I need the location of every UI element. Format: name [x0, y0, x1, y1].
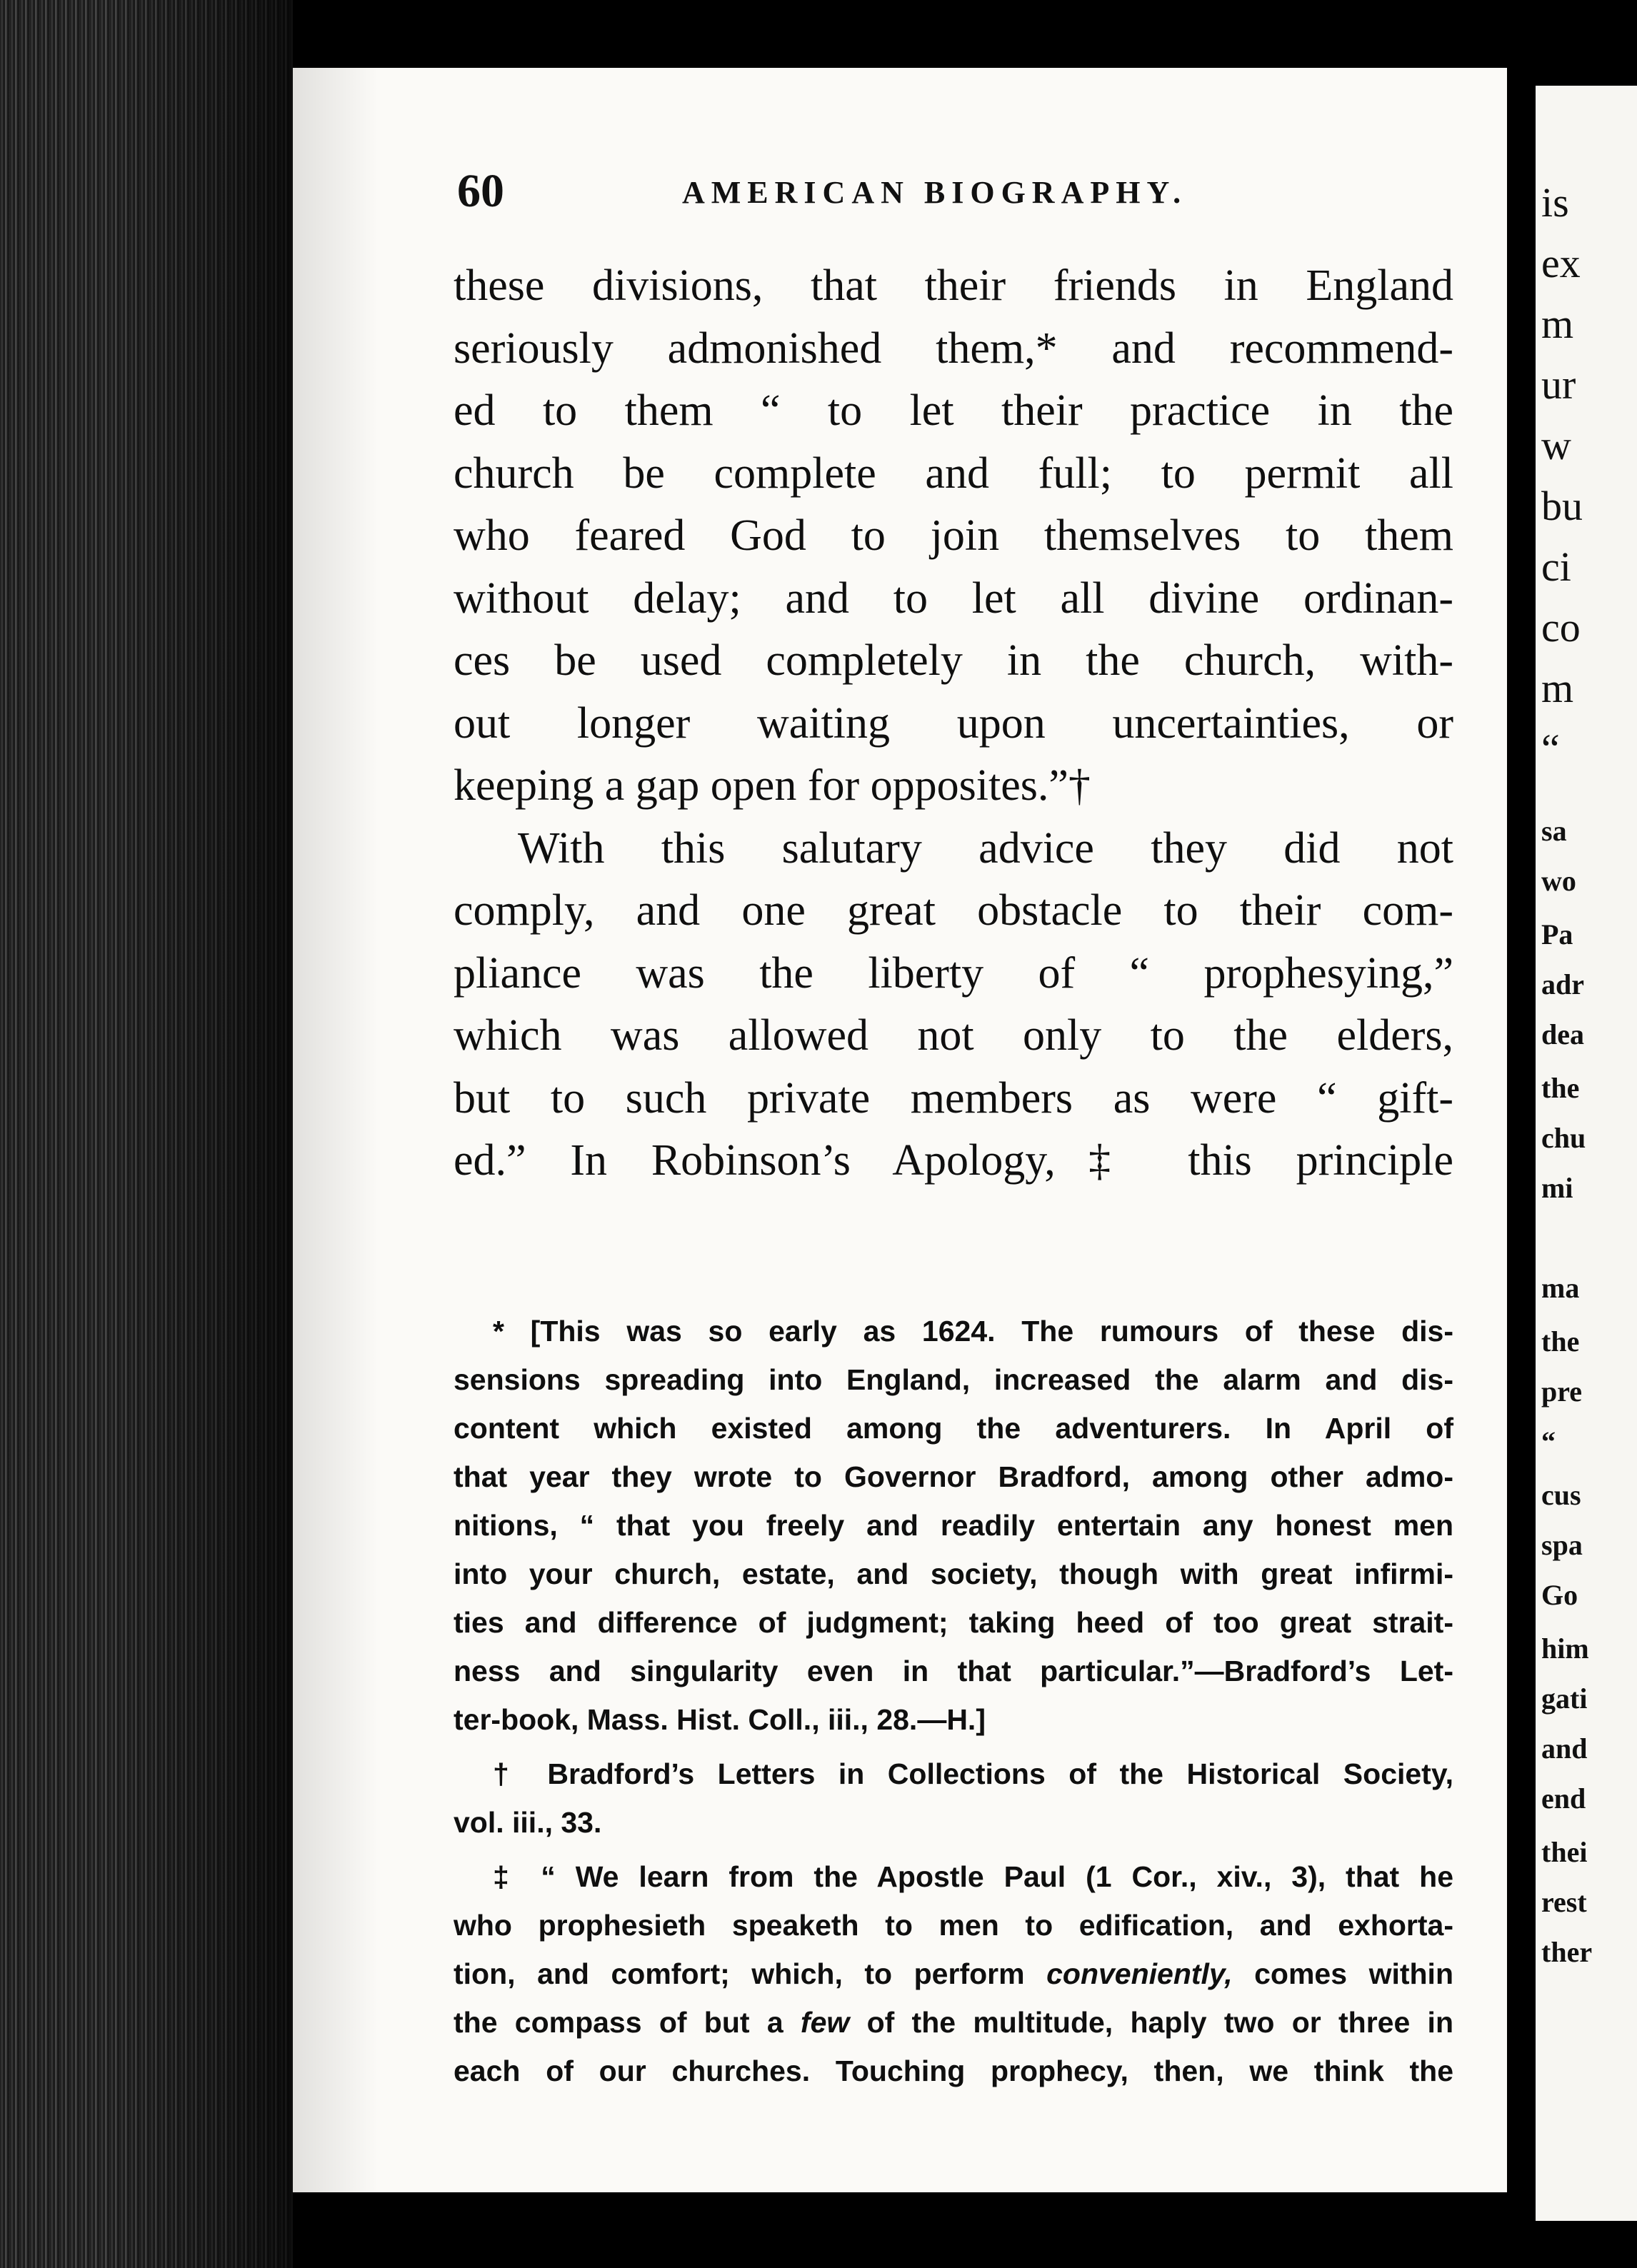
- body-line: pliance was the liberty of “ prophesying,”: [454, 948, 1453, 998]
- footnote-line: [454, 1950, 1453, 1998]
- footnote-line: ties and difference of judgment; taking heed of too great strait-: [454, 1606, 1453, 1639]
- body-line: church be complete and full; to permit all: [454, 448, 1453, 498]
- body-line: which was allowed not only to the elders,: [454, 1011, 1453, 1060]
- facing-page-fragment: “: [1541, 726, 1560, 772]
- body-line: without delay; and to let all divine ordinan-: [454, 573, 1453, 623]
- body-line: ed to them “ to let their practice in the: [454, 386, 1453, 435]
- facing-page-fragment: end: [1541, 1782, 1586, 1815]
- footnote-line: vol. iii., 33.: [454, 1806, 602, 1839]
- facing-page-fragment: mi: [1541, 1172, 1573, 1204]
- body-line: these divisions, that their friends in England: [454, 261, 1453, 310]
- footnote-text: comes within: [1232, 1957, 1453, 1990]
- facing-page-fragment: rest: [1541, 1886, 1587, 1918]
- running-title: AMERICAN BIOGRAPHY.: [682, 175, 1188, 210]
- spine-shadow: [107, 0, 293, 2268]
- footnote-text: the compass of but a: [454, 2006, 801, 2039]
- facing-page-fragment: and: [1541, 1732, 1588, 1765]
- facing-page-fragment: spa: [1541, 1529, 1583, 1561]
- footnote-line: † Bradford’s Letters in Collections of the Historical Society,: [493, 1757, 1453, 1790]
- footnote-line: ness and singularity even in that particular.”—Bradford’s Let-: [454, 1655, 1453, 1687]
- body-line: seriously admonished them,* and recommend-: [454, 323, 1453, 373]
- footnote-line: nitions, “ that you freely and readily entertain any honest men: [454, 1509, 1453, 1542]
- footnote-italic-text: conveniently,: [1046, 1957, 1233, 1990]
- body-line: ces be used completely in the church, with-: [454, 636, 1453, 685]
- book-page: [293, 68, 1507, 2192]
- footnote-line: that year they wrote to Governor Bradford, among other admo-: [454, 1460, 1453, 1493]
- footnote-text: of the multitude, haply two or three in: [849, 2006, 1453, 2039]
- facing-page-fragment: bu: [1541, 483, 1583, 529]
- body-line: who feared God to join themselves to them: [454, 511, 1453, 560]
- facing-page-fragment: co: [1541, 604, 1581, 651]
- footnote-line: [454, 1998, 1453, 2047]
- footnote-line: sensions spreading into England, increased the alarm and dis-: [454, 1363, 1453, 1396]
- facing-page-fragment: dea: [1541, 1018, 1584, 1050]
- facing-page-fragment: the: [1541, 1072, 1580, 1104]
- facing-page-fragment: sa: [1541, 815, 1567, 847]
- running-head: [454, 164, 1453, 229]
- facing-page-fragment: m: [1541, 301, 1574, 347]
- facing-page-edge: [1536, 86, 1637, 2221]
- facing-page-fragment: thei: [1541, 1836, 1588, 1868]
- body-line: out longer waiting upon uncertainties, or: [454, 698, 1453, 748]
- facing-page-fragment: gati: [1541, 1682, 1588, 1715]
- facing-page-fragment: is: [1541, 179, 1569, 226]
- facing-page-fragment: Go: [1541, 1579, 1578, 1611]
- facing-page-fragment: ex: [1541, 240, 1581, 286]
- facing-page-fragment: chu: [1541, 1122, 1586, 1154]
- body-line: With this salutary advice they did not: [518, 823, 1453, 873]
- footnote-italic-text: few: [800, 2006, 850, 2039]
- facing-page-fragment: the: [1541, 1325, 1580, 1358]
- facing-page-fragment: ma: [1541, 1272, 1580, 1304]
- body-text: [454, 255, 1453, 1193]
- footnote-line: who prophesieth speaketh to men to edification, and exhorta-: [454, 1909, 1453, 1942]
- page-number: 60: [457, 165, 504, 217]
- footnote-line: ter-book, Mass. Hist. Coll., iii., 28.—H.]: [454, 1703, 986, 1736]
- footnote-line: content which existed among the adventurers. In April of: [454, 1412, 1453, 1445]
- footnote-double-dagger: [454, 1852, 1453, 2095]
- footnotes: [454, 1307, 1453, 2101]
- footnote-line: ‡ “ We learn from the Apostle Paul (1 Cor., xiv., 3), that he: [493, 1860, 1453, 1893]
- body-line: comply, and one great obstacle to their com-: [454, 886, 1453, 935]
- page-gutter-shadow: [293, 68, 379, 2192]
- facing-page-fragment: him: [1541, 1632, 1589, 1665]
- body-line: ed.” In Robinson’s Apology,‡ this principle: [454, 1136, 1453, 1185]
- facing-page-fragment: “: [1541, 1425, 1556, 1457]
- footnote-line: each of our churches. Touching prophecy, then, we think the: [454, 2054, 1453, 2087]
- facing-page-fragment: w: [1541, 422, 1571, 468]
- facing-page-fragment: m: [1541, 665, 1574, 711]
- facing-page-fragment: ur: [1541, 361, 1576, 408]
- facing-page-fragment: adr: [1541, 968, 1584, 1000]
- footnote-line: into your church, estate, and society, though with great infirmi-: [454, 1557, 1453, 1590]
- facing-page-fragment: ther: [1541, 1936, 1593, 1968]
- facing-page-fragment: ci: [1541, 543, 1571, 590]
- footnote-text: tion, and comfort; which, to perform: [454, 1957, 1047, 1990]
- body-line: keeping a gap open for opposites.”†: [454, 761, 1091, 810]
- footnote-dagger: [454, 1750, 1453, 1847]
- facing-page-fragment: pre: [1541, 1375, 1583, 1408]
- footnote-star: [454, 1307, 1453, 1744]
- facing-page-fragment: cus: [1541, 1479, 1581, 1511]
- facing-page-fragment: Pa: [1541, 918, 1573, 950]
- facing-page-fragment: wo: [1541, 865, 1576, 897]
- footnote-line: * [This was so early as 1624. The rumours of these dis-: [493, 1315, 1453, 1348]
- body-line: but to such private members as were “ gift-: [454, 1073, 1453, 1123]
